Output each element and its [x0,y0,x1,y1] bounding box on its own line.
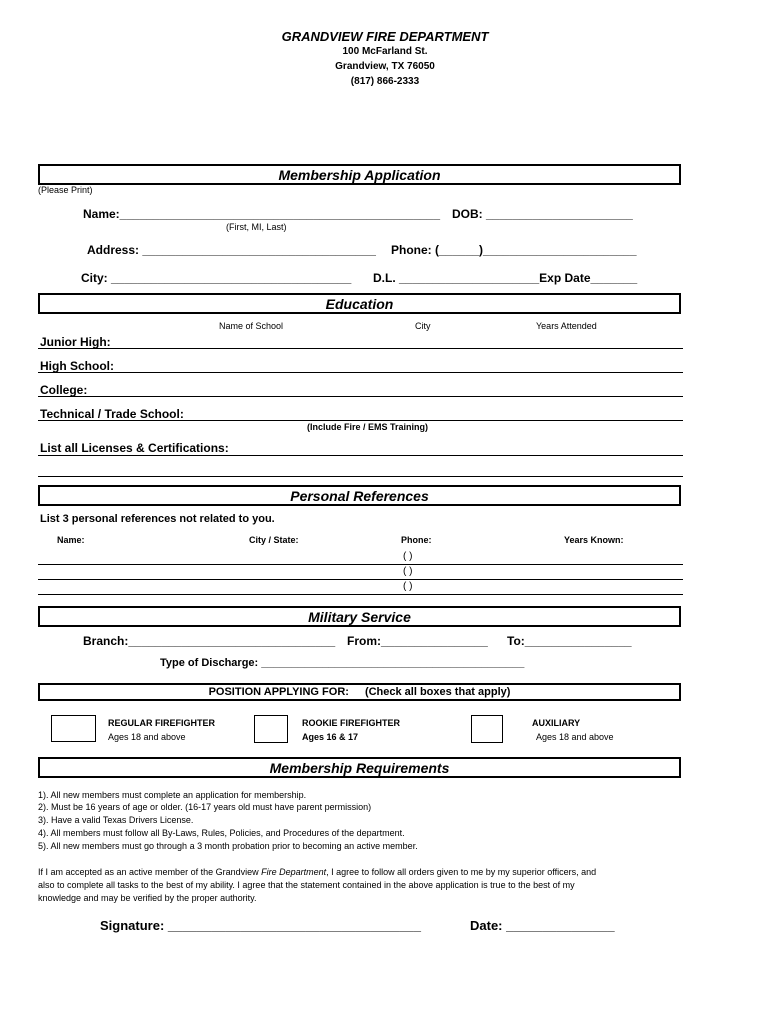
department-phone: (817) 866-2333 [350,76,420,87]
fire-ems-note: (Include Fire / EMS Training) [307,422,429,432]
dl-exp-field[interactable]: D.L. _____________________Exp Date_______ [373,271,638,285]
college-label: College: [40,383,88,397]
position-header [38,683,681,701]
department-address: 100 McFarland St. [342,46,428,57]
please-print-note: (Please Print) [38,185,93,195]
high-school-line[interactable] [38,372,683,373]
col-name-of-school: Name of School [219,321,284,331]
membership-application-header [38,164,681,185]
ref-phone-paren-2: ( ) [403,566,413,577]
technical-school-line[interactable] [38,420,683,421]
reference-line-2[interactable] [38,579,683,580]
technical-school-label: Technical / Trade School: [40,407,184,421]
education-header [38,293,681,314]
to-field[interactable]: To:________________ [507,634,632,648]
agreement-line-1 [38,867,596,877]
agreement-line-3: knowledge and may be verified by the proper authority. [38,893,257,903]
agreement-post: , I agree to follow all orders given to me by my superior officers, and [326,867,597,877]
education-title: Education [325,295,394,312]
col-city: City [415,321,431,331]
department-title: GRANDVIEW FIRE DEPARTMENT [281,29,489,44]
ref-col-city-state: City / State: [249,535,299,545]
rookie-firefighter-age: Ages 16 & 17 [302,732,359,742]
auxiliary-label: AUXILIARY [532,718,581,728]
requirement-item: 4). All members must follow all By-Laws, Rules, Policies, and Procedures of the department. [38,828,405,838]
college-line[interactable] [38,396,683,397]
junior-high-line[interactable] [38,348,683,349]
licenses-line-2[interactable] [38,476,683,477]
agreement-line-2: also to complete all tasks to the best of my ability. I agree that the statement contained in the above application is true to the best of my [38,880,575,890]
regular-firefighter-label: REGULAR FIREFIGHTER [108,718,215,728]
reference-line-1[interactable] [38,564,683,565]
ref-col-phone: Phone: [401,535,432,545]
high-school-label: High School: [40,359,114,373]
from-field[interactable]: From:________________ [347,634,488,648]
ref-phone-paren-1: ( ) [403,551,413,562]
branch-field[interactable]: Branch:_______________________________ [83,634,336,648]
membership-application-title: Membership Application [278,166,441,183]
military-service-title: Military Service [308,608,411,625]
name-hint: (First, MI, Last) [226,222,287,232]
personal-references-title: Personal References [290,487,429,504]
agreement-pre: If I am accepted as an active member of the Grandview [38,867,262,877]
ref-col-years-known: Years Known: [564,535,624,545]
agreement-emphasis: Fire Department [261,867,327,877]
address-field[interactable]: Address: ___________________________________ [87,243,376,257]
phone-field[interactable]: Phone: (______)_______________________ [391,243,637,257]
ref-phone-paren-3: ( ) [403,581,413,592]
ref-col-name: Name: [57,535,85,545]
signature-field[interactable]: Signature: ___________________________________ [100,918,421,933]
requirement-item: 1). All new members must complete an application for membership. [38,790,307,800]
name-field[interactable]: Name:________________________________________________ [83,207,441,221]
rookie-firefighter-label: ROOKIE FIREFIGHTER [302,718,401,728]
personal-references-header [38,485,681,506]
date-field[interactable]: Date: _______________ [470,918,615,933]
col-years-attended: Years Attended [536,321,597,331]
requirement-item: 3). Have a valid Texas Drivers License. [38,815,194,825]
regular-firefighter-checkbox[interactable] [51,715,96,742]
military-service-header [38,606,681,627]
department-city: Grandview, TX 76050 [335,61,435,72]
rookie-firefighter-checkbox[interactable] [254,715,288,743]
reference-line-3[interactable] [38,594,683,595]
position-title: POSITION APPLYING FOR: [208,686,349,698]
position-note: (Check all boxes that apply) [364,686,511,698]
dob-field[interactable]: DOB: ______________________ [452,207,633,221]
auxiliary-age: Ages 18 and above [536,732,614,742]
city-field[interactable]: City: ____________________________________ [81,271,352,285]
auxiliary-checkbox[interactable] [471,715,503,743]
licenses-line-1[interactable] [38,455,683,456]
membership-requirements-title: Membership Requirements [269,759,450,776]
requirement-item: 5). All new members must go through a 3 month probation prior to becoming an active member. [38,841,418,851]
regular-firefighter-age: Ages 18 and above [108,732,186,742]
junior-high-label: Junior High: [40,335,111,349]
requirement-item: 2). Must be 16 years of age or older. (16-17 years old must have parent permission) [38,802,372,812]
discharge-field[interactable]: Type of Discharge: ___________________________________________ [160,657,525,669]
references-instruction: List 3 personal references not related to you. [40,513,275,525]
licenses-label: List all Licenses & Certifications: [40,441,229,455]
membership-requirements-header [38,757,681,778]
